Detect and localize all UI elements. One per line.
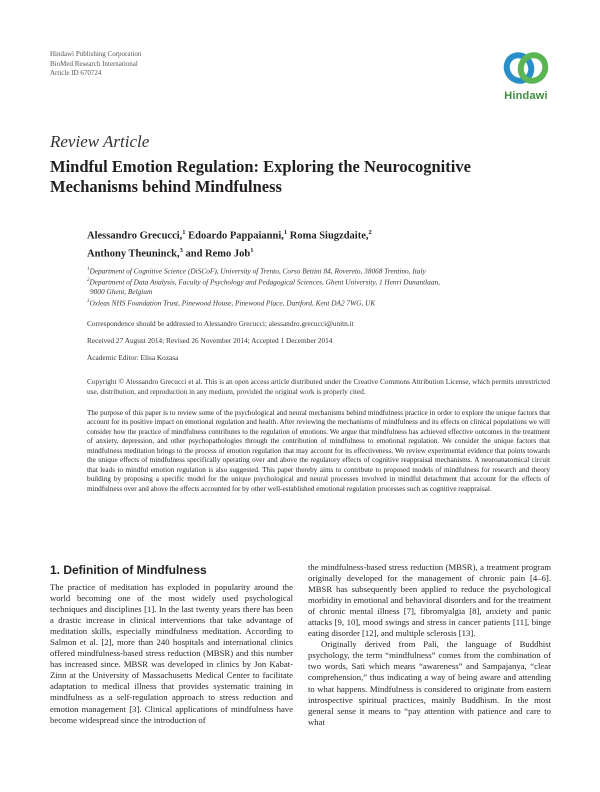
body-paragraph: The practice of meditation has exploded in popularity around the world becoming one of the most widely used psychological techniques and disciplines [1]. In the last twenty years there has been a drastic increase in clinical interventions that take advantage of meditation skills, especially mindfulness meditation. According to Salmon et al. [2], more than 240 hospitals and international clinics offered mindfulness-based stress reduction (MBSR) and this number has increased since. MBSR was developed in clinics by Jon Kabat-Zinn at the University of Massachusetts Medical Center to facilitate adaptation to medical illness that provides systematic training in mindfulness as a self-regulation approach to stress reduction and emotion management [3]. Clinical applications of mindfulness have become widespread since the introduction of: [50, 582, 293, 725]
author-name: Anthony Theuninck,: [87, 248, 180, 259]
hindawi-logo: [497, 48, 555, 104]
affil-mark: 3: [87, 298, 90, 304]
affiliation: [87, 297, 527, 308]
abstract: The purpose of this paper is to review some of the psychological and neural mechanisms behind mindfulness practice in order to explore the unique factors that account for its positive impact on emotional regulation and health. After reviewing the mechanisms of mindfulness and its effects on clinical populations we will consider how the practice of mindfulness contributes to the regulation of emotions. We argue that mindfulness has achieved effective outcomes in the treatment of anxiety, depression, and other psychopathologies through the contribution of mindfulness to emotional regulation. We consider the unique factors that mindfulness meditation brings to the process of emotion regulation that may account for its effectiveness. We review experimental evidence that points towards the unique effects of mindfulness specifically operating over and above the regulatory effects of cognitive reappraisal mechanisms. A neuroanatomical circuit that leads to mindful emotion regulation is also suggested. This paper thereby aims to contribute to proposed models of mindfulness for research and theory building by proposing a specific model for the unique psychological and neural processes involved in mindful detachment that account for the effects of mindfulness over and above the effects accounted for by other well-established emotional regulation processes such as cognitive reappraisal.: [87, 409, 550, 493]
affiliations: [87, 265, 527, 308]
affil-mark: 1: [87, 267, 90, 272]
publisher-name: Hindawi Publishing Corporation: [50, 50, 142, 58]
journal-name: BioMed Research International: [50, 59, 138, 68]
affil-text: Oxleas NHS Foundation Trust, Pinewood House, Pinewood Place, Dartford, Kent DA2 7WG, UK: [89, 298, 376, 308]
body-paragraph: the mindfulness-based stress reduction (MBSR), a treatment program originally developed for the management of chronic pain [4–6]. MBSR has subsequently been applied to reduce the psychological morbidity in emotional and behavioral disorders and for the treatment of chronic mental illness [7], fibromyalgia [8], anxiety and panic attacks [9, 10], mood swings and stress in cancer patients [11], binge eating disorder [12], and multiple sclerosis [13].: [308, 562, 551, 639]
body-column-right: [308, 562, 551, 728]
author-list: [87, 226, 527, 261]
author-name: and Remo Job: [182, 248, 251, 259]
article-type: Review Article: [50, 132, 150, 151]
section-heading: 1. Definition of Mindfulness: [50, 563, 207, 577]
academic-editor: Academic Editor: Elisa Kozasa: [87, 353, 179, 362]
author-name: Alessandro Grecucci,: [87, 230, 183, 242]
author-affil-mark: 2: [368, 229, 372, 236]
hindawi-logo-text: Hindawi: [504, 90, 548, 102]
affiliation: [87, 276, 527, 287]
author-name: Roma Siugzdaite,: [287, 230, 369, 242]
publisher-info: [50, 50, 141, 79]
affil-text: Department of Cognitive Science (DiSCoF), University of Trento, Corso Bettini 84, Rovereto, 38068 Trentino, Italy: [89, 266, 426, 276]
affil-mark: 2: [87, 278, 90, 284]
author-affil-mark: 1: [182, 229, 186, 236]
hindawi-rings-icon: [497, 48, 555, 90]
affiliation-continued: 9000 Ghent, Belgium: [90, 287, 153, 297]
author-affil-mark: 1: [250, 246, 254, 254]
author-name: Edoardo Pappaianni,: [185, 230, 284, 242]
article-id: Article ID 670724: [50, 69, 102, 77]
author-affil-mark: 1: [283, 229, 288, 236]
affil-text: Department of Data Analysis, Faculty of Psychology and Pedagogical Sciences, Ghent University, 1 Henri Dunantlaan,: [89, 277, 440, 287]
received-dates: Received 27 August 2014; Revised 26 November 2014; Accepted 1 December 2014: [87, 336, 333, 345]
copyright-notice: Copyright © Alessandro Grecucci et al. This is an open access article distributed under the Creative Commons Attribution License, which permits unrestricted use, distribution, and reproduction in any medium, provided the original work is properly cited.: [87, 377, 550, 396]
affiliation: [87, 265, 527, 276]
correspondence: Correspondence should be addressed to Alessandro Grecucci; alessandro.grecucci@unitn.it: [87, 319, 354, 328]
body-column-left: [50, 582, 293, 726]
article-title: Mindful Emotion Regulation: Exploring the Neurocognitive Mechanisms behind Mindfulness: [50, 157, 471, 196]
author-affil-mark: 3: [179, 246, 183, 254]
body-paragraph: Originally derived from Pali, the language of Buddhist psychology, the term “mindfulness” comes from the combination of two words, Sati which means “awareness” and Sampajanya, “clear comprehension,” thus indicating a way of being aware and attending to what happens. Mindfulness is considered to originate from eastern introspective spiritual practices, mainly Buddhism. In the most general sense it means to “pay attention with patience and care to what: [308, 639, 551, 727]
